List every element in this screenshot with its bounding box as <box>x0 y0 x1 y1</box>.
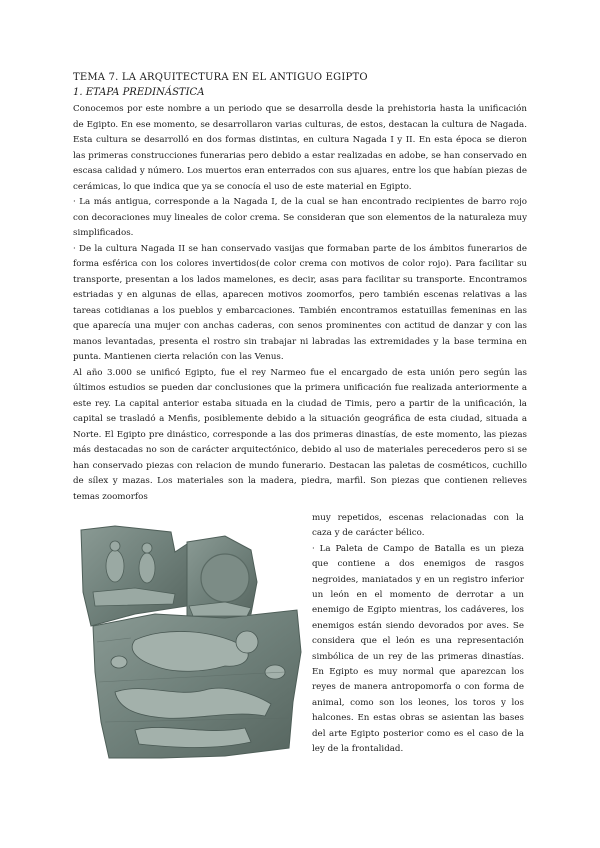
palette-upper-fragment <box>81 526 187 626</box>
paragraph-unification: Al año 3.000 se unificó Egipto, fue el rey Narmeo fue el encargado de esta unión pero según las últimos estudios se pueden dar conclusiones que la primera unificación fue realizada anteriormente a este rey. La capital anterior estaba situada en la ciudad de Timis, pero a partir de la unificación, la capital se trasladó a Menfis, posiblemente debido a la situación geográfica de esta ciudad, situada a Norte. El Egipto pre dinástico, corresponde a las dos primeras dinastías, de este momento, las piezas más destacadas no son de carácter arquitectónico, debido al uso de materiales perecederos pero si se han conservado piezas con relacion de mundo funerario. Destacan las paletas de cosméticos, cuchillo de sílex y mazas. Los materiales son la madera, piedra, marfil. Son piezas que contienen relieves temas zoomorfos <box>73 367 527 502</box>
paragraph-continuation: muy repetidos, escenas relacionadas con la caza y de carácter bélico. <box>312 513 524 539</box>
page-title: TEMA 7. LA ARQUITECTURA EN EL ANTIGUO EGIPTO <box>73 72 368 83</box>
side-text <box>312 511 524 758</box>
main-text <box>73 102 527 505</box>
paragraph-intro: Conocemos por este nombre a un periodo que se desarrolla desde la prehistoria hasta la unificación de Egipto. En ese momento, se desarrollaron varias culturas, de estos, destacan la cultura de Nagada. Esta cultura se desarrolló en dos formas distintas, en cultura Nagada I y II. En esta época se dieron las primeras construcciones funerarias pero debido a estar realizadas en adobe, se han conservado en escasa calidad y número. Los muertos eran enterrados con sus ajuares, entre los que habían piezas de cerámicas, lo que indica que ya se conocía el uso de este material en Egipto. <box>73 104 527 192</box>
paragraph-nagada-ii: · De la cultura Nagada II se han conservado vasijas que formaban parte de los ámbitos funerarios de forma esférica con los colores invertidos(de color crema con motivos de color rojo). Para facilitar su transporte, presentan a los lados mamelones, es decir, asas para facilitar su transporte. Encontramos estriadas y en algunas de ellas, aparecen motivos zoomorfos, pero también escenas relativas a las tareas cotidianas a los pueblos y embarcaciones. También encontramos estatuillas femeninas en las que aparecía una mujer con anchas caderas, con senos prominentes con actitud de danzar y con las manos levantadas, presenta el rostro sin trabajar ni labradas las extremidades y la base termina en punta. Mantienen cierta relación con las Venus. <box>73 243 527 362</box>
battlefield-palette-image <box>75 522 305 760</box>
section-heading: 1. ETAPA PREDINÁSTICA <box>73 87 205 98</box>
paragraph-battlefield-palette: · La Paleta de Campo de Batalla es un pieza que contiene a dos enemigos de rasgos negroides, maniatados y en un registro inferior un león en el momento de derrotar a un enemigo de Egipto mientras, los cadáveres, los enemigos están siendo devorados por aves. Se considera que el león es una representación simbólica de un rey de las primeras dinastías. En Egipto es muy normal que aparezcan los reyes de manera antropomorfa o con forma de animal, como son los leones, los toros y los halcones. En estas obras se asientan las bases del arte Egipto posterior como es el caso de la ley de la frontalidad. <box>312 543 524 755</box>
palette-cosmetic-well <box>201 554 249 602</box>
paragraph-nagada-i: · La más antigua, corresponde a la Nagada I, de la cual se han encontrado recipientes de barro rojo con decoraciones muy lineales de color crema. Se consideran que son elementos de la naturaleza muy simplificados. <box>73 197 527 238</box>
battlefield-palette-icon <box>75 522 305 760</box>
